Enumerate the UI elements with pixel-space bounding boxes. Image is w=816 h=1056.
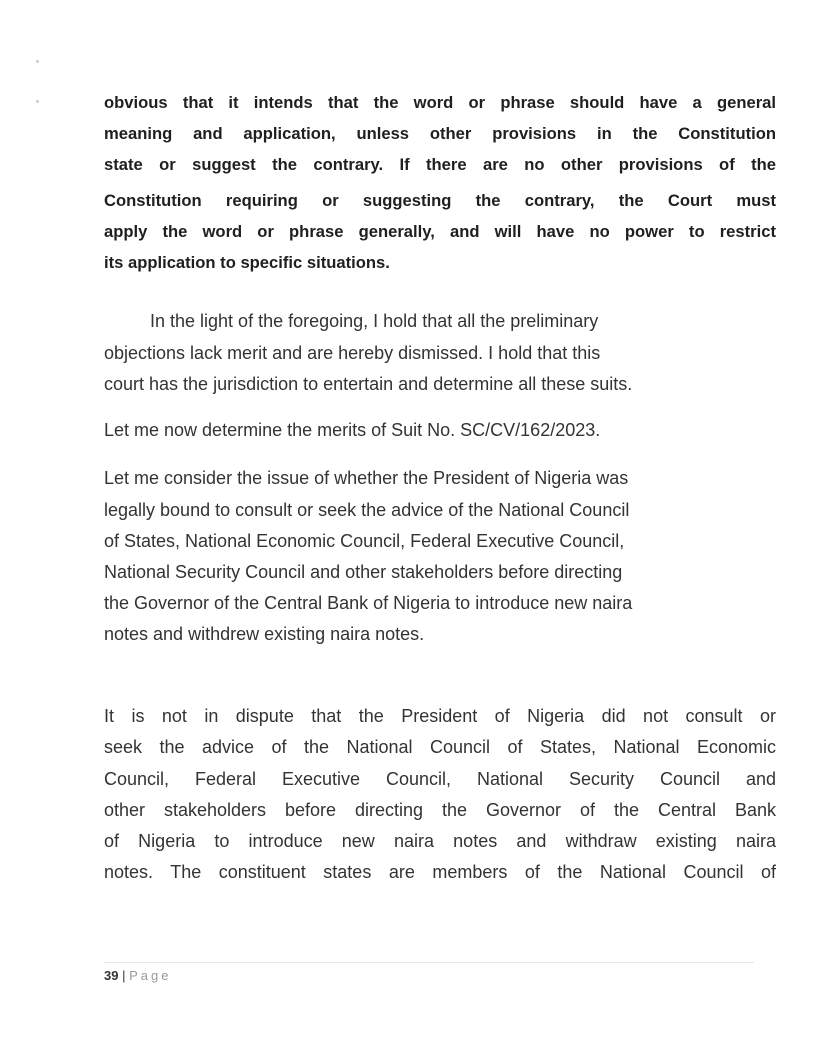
quote-line: Constitution requiring or suggesting the contrary, the Court must [104,191,776,210]
paragraph-line: of Nigeria to introduce new naira notes and withdraw existing naira [104,831,776,851]
scan-speck [36,60,39,63]
paragraph-line: In the light of the foregoing, I hold that all the preliminary [150,311,599,331]
page-number: 39 [104,968,119,983]
quote-line: state or suggest the contrary. If there are no other provisions of the [104,155,776,174]
quote-line: its application to specific situations. [104,253,390,272]
paragraph-line: seek the advice of the National Council of States, National Economic [104,737,776,757]
paragraph-line: It is not in dispute that the President of Nigeria did not consult or [104,706,776,726]
paragraph-line: Let me now determine the merits of Suit No. SC/CV/162/2023. [104,420,601,440]
paragraph-line: court has the jurisdiction to entertain and determine all these suits. [104,374,633,394]
paragraph-line: Let me consider the issue of whether the President of Nigeria was [104,468,629,488]
paragraph-line: the Governor of the Central Bank of Nigeria to introduce new naira [104,593,633,613]
paragraph-line: legally bound to consult or seek the advice of the National Council [104,500,630,520]
paragraph-line: Council, Federal Executive Council, National Security Council and [104,769,776,789]
paragraph-line: notes and withdrew existing naira notes. [104,624,425,644]
paragraph-line: objections lack merit and are hereby dismissed. I hold that this [104,343,601,363]
paragraph-line: National Security Council and other stakeholders before directing [104,562,623,582]
paragraph-line: of States, National Economic Council, Federal Executive Council, [104,531,625,551]
paragraph-line: other stakeholders before directing the Governor of the Central Bank [104,800,776,820]
page-footer [104,968,171,983]
quote-line: meaning and application, unless other provisions in the Constitution [104,124,776,143]
scan-speck [36,100,39,103]
quote-line: obvious that it intends that the word or phrase should have a general [104,93,776,112]
footer-divider [104,962,754,963]
quote-line: apply the word or phrase generally, and will have no power to restrict [104,222,776,241]
paragraph-line: notes. The constituent states are members of the National Council of [104,862,776,882]
page-label: Page [129,968,172,983]
footer-separator: | [122,968,126,983]
